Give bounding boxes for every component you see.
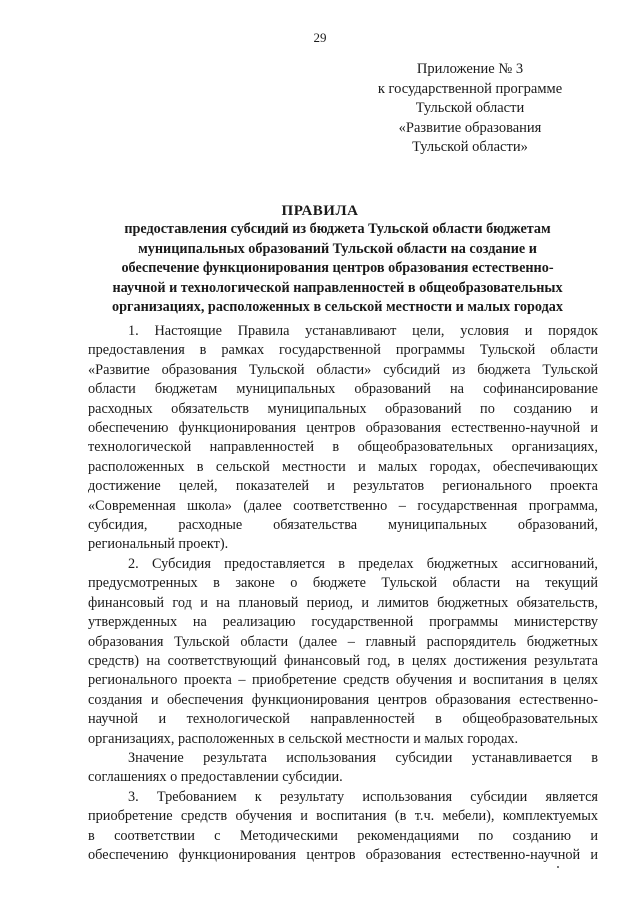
subtitle-line: обеспечение функционирования центров образования естественно- [121,260,554,276]
text-line: субсидия, расходные обязательства муниципальных образований, [88,517,598,534]
text-line: «Современная школа» (далее соответственно – государственная программа, [88,497,598,514]
text-line: достижение целей, показателей и результатов регионального проекта [88,478,598,495]
paragraph-3 [88,749,598,788]
document-body [88,322,598,865]
text-line: создания и обеспечения функционирования центров образования естественно- [88,691,598,708]
text-line: обеспечению функционирования центров образования естественно-научной и [88,420,598,437]
paragraph-2 [88,555,598,749]
subtitle-line: муниципальных образований Тульской области на создание и [138,240,537,257]
text-line: Значение результата использования субсидии устанавливается в [128,749,598,766]
text-line: региональный проект). [88,536,229,553]
subtitle-line: предоставления субсидий из бюджета Тульской области бюджетам [124,221,551,237]
text-line: образования Тульской области (далее – главный распорядитель бюджетных [88,633,598,650]
text-line: организациях, расположенных в сельской местности и малых городах. [88,730,519,747]
appendix-header [330,60,610,158]
text-line: финансовый год и на плановый период, и лимитов бюджетных обязательств, [88,594,598,611]
text-line: 2. Субсидия предоставляется в пределах бюджетных ассигнований, [128,555,598,572]
text-line: предоставления в рамках государственной программы Тульской области [88,342,598,359]
appendix-line: Тульской области» [412,139,528,155]
paragraph-1 [88,322,598,555]
page-number: 29 [313,30,327,45]
appendix-line: «Развитие образования [398,119,542,136]
text-line: приобретение средств обучения и воспитания (в т.ч. мебели), комплектуемых [88,808,598,825]
appendix-line: к государственной программе [377,80,563,97]
text-line: расходных обязательств муниципальных образований по созданию и [88,400,598,417]
text-line: соглашениях о предоставлении субсидии. [88,769,343,786]
text-line: технологической направленностей в общеобразовательных организациях, [88,439,598,456]
text-line: области бюджетам муниципальных образований на софинансирование [88,381,598,398]
scan-dot [557,866,559,868]
text-line: средств) на соответствующий финансовый год, в целях достижения результата [88,652,598,669]
appendix-line: Тульской области [415,100,525,116]
text-line: 3. Требованием к результату использования субсидии является [128,788,598,805]
document-title: ПРАВИЛА [281,203,359,219]
subtitle-line: научной и технологической направленностей в общеобразовательных [112,279,563,296]
appendix-line: Приложение № 3 [416,61,524,77]
text-line: «Развитие образования Тульской области» субсидий из бюджета Тульской [88,361,598,378]
text-line: регионального проекта – приобретение средств обучения и воспитания в целях [88,672,598,689]
text-line: в соответствии с Методическими рекомендациями по созданию и [88,827,598,844]
text-line: 1. Настоящие Правила устанавливают цели, условия и порядок [128,323,598,339]
document-subtitle [60,220,615,318]
paragraph-4 [88,788,598,866]
subtitle-line: организациях, расположенных в сельской местности и малых городах [112,299,563,315]
text-line: расположенных в сельской местности и малых городах, обеспечивающих [88,458,598,475]
text-line: научной и технологической направленностей в общеобразовательных [88,711,598,728]
text-line: обеспечению функционирования центров образования естественно-научной и [88,846,598,863]
text-line: утвержденных на реализацию государственной программы министерству [88,614,598,631]
text-line: предусмотренных в законе о бюджете Тульской области на текущий [88,575,598,592]
